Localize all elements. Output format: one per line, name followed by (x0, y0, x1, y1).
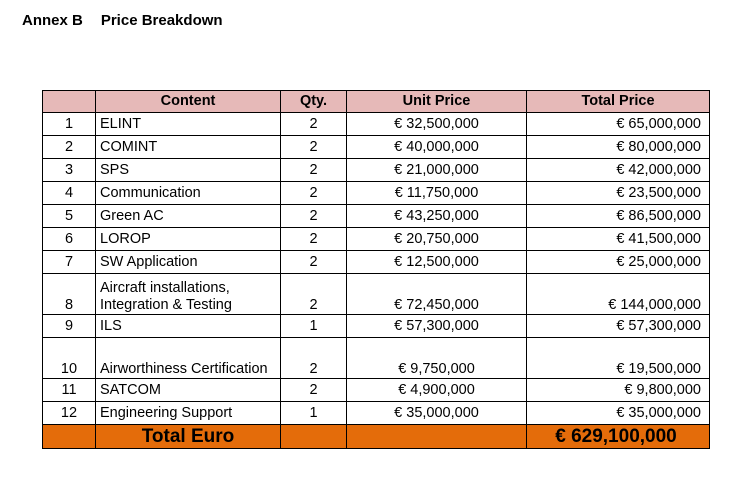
row-number: 11 (43, 379, 96, 402)
row-number: 5 (43, 205, 96, 228)
row-qty: 2 (281, 274, 347, 315)
total-label: Total Euro (96, 425, 281, 449)
annex-title: Price Breakdown (100, 12, 223, 29)
row-qty: 2 (281, 182, 347, 205)
annex-label: Annex B (22, 12, 83, 29)
row-qty: 2 (281, 205, 347, 228)
row-content: Airworthiness Certification (96, 338, 281, 379)
row-qty: 2 (281, 251, 347, 274)
row-total-price: € 19,500,000 (527, 338, 710, 379)
row-unit-price: € 35,000,000 (347, 402, 527, 425)
header-number (43, 91, 96, 113)
row-unit-price: € 12,500,000 (347, 251, 527, 274)
row-total-price: € 23,500,000 (527, 182, 710, 205)
total-blank-cell (347, 425, 527, 449)
table-row (43, 182, 710, 205)
header-row (43, 91, 710, 113)
table-row (43, 315, 710, 338)
header-unit-price: Unit Price (347, 91, 527, 113)
row-number: 4 (43, 182, 96, 205)
row-unit-price: € 32,500,000 (347, 113, 527, 136)
total-row (43, 425, 710, 449)
table-row (43, 228, 710, 251)
row-number: 12 (43, 402, 96, 425)
row-number: 1 (43, 113, 96, 136)
row-content: Communication (96, 182, 281, 205)
table-row (43, 113, 710, 136)
table-row (43, 402, 710, 425)
row-total-price: € 65,000,000 (527, 113, 710, 136)
row-number: 3 (43, 159, 96, 182)
row-unit-price: € 20,750,000 (347, 228, 527, 251)
row-qty: 2 (281, 113, 347, 136)
row-content: ILS (96, 315, 281, 338)
row-content: Aircraft installations, Integration & Testing (96, 274, 281, 315)
row-qty: 1 (281, 315, 347, 338)
row-qty: 2 (281, 228, 347, 251)
row-total-price: € 42,000,000 (527, 159, 710, 182)
row-unit-price: € 43,250,000 (347, 205, 527, 228)
row-total-price: € 86,500,000 (527, 205, 710, 228)
row-number: 8 (43, 274, 96, 315)
row-unit-price: € 72,450,000 (347, 274, 527, 315)
row-content: COMINT (96, 136, 281, 159)
table-row (43, 205, 710, 228)
row-qty: 1 (281, 402, 347, 425)
header-total-price: Total Price (527, 91, 710, 113)
row-number: 6 (43, 228, 96, 251)
row-total-price: € 41,500,000 (527, 228, 710, 251)
row-unit-price: € 21,000,000 (347, 159, 527, 182)
row-content: SATCOM (96, 379, 281, 402)
row-number: 9 (43, 315, 96, 338)
row-unit-price: € 9,750,000 (347, 338, 527, 379)
row-unit-price: € 40,000,000 (347, 136, 527, 159)
row-total-price: € 25,000,000 (527, 251, 710, 274)
row-total-price: € 80,000,000 (527, 136, 710, 159)
total-blank-cell (281, 425, 347, 449)
row-unit-price: € 11,750,000 (347, 182, 527, 205)
table-row (43, 379, 710, 402)
row-total-price: € 57,300,000 (527, 315, 710, 338)
row-content: LOROP (96, 228, 281, 251)
row-content: ELINT (96, 113, 281, 136)
table-row (43, 159, 710, 182)
header-qty: Qty. (281, 91, 347, 113)
row-content: SW Application (96, 251, 281, 274)
row-unit-price: € 57,300,000 (347, 315, 527, 338)
header-content: Content (96, 91, 281, 113)
row-qty: 2 (281, 338, 347, 379)
table-row (43, 274, 710, 315)
total-value: € 629,100,000 (527, 425, 710, 449)
row-total-price: € 9,800,000 (527, 379, 710, 402)
row-qty: 2 (281, 136, 347, 159)
price-breakdown-table (42, 90, 710, 449)
row-unit-price: € 4,900,000 (347, 379, 527, 402)
table-row (43, 136, 710, 159)
total-blank-cell (43, 425, 96, 449)
table-row (43, 251, 710, 274)
row-total-price: € 144,000,000 (527, 274, 710, 315)
page-title (22, 12, 223, 29)
row-qty: 2 (281, 379, 347, 402)
row-qty: 2 (281, 159, 347, 182)
row-content: SPS (96, 159, 281, 182)
row-content: Green AC (96, 205, 281, 228)
row-content: Engineering Support (96, 402, 281, 425)
row-number: 10 (43, 338, 96, 379)
row-number: 7 (43, 251, 96, 274)
row-number: 2 (43, 136, 96, 159)
table-row (43, 338, 710, 379)
row-total-price: € 35,000,000 (527, 402, 710, 425)
